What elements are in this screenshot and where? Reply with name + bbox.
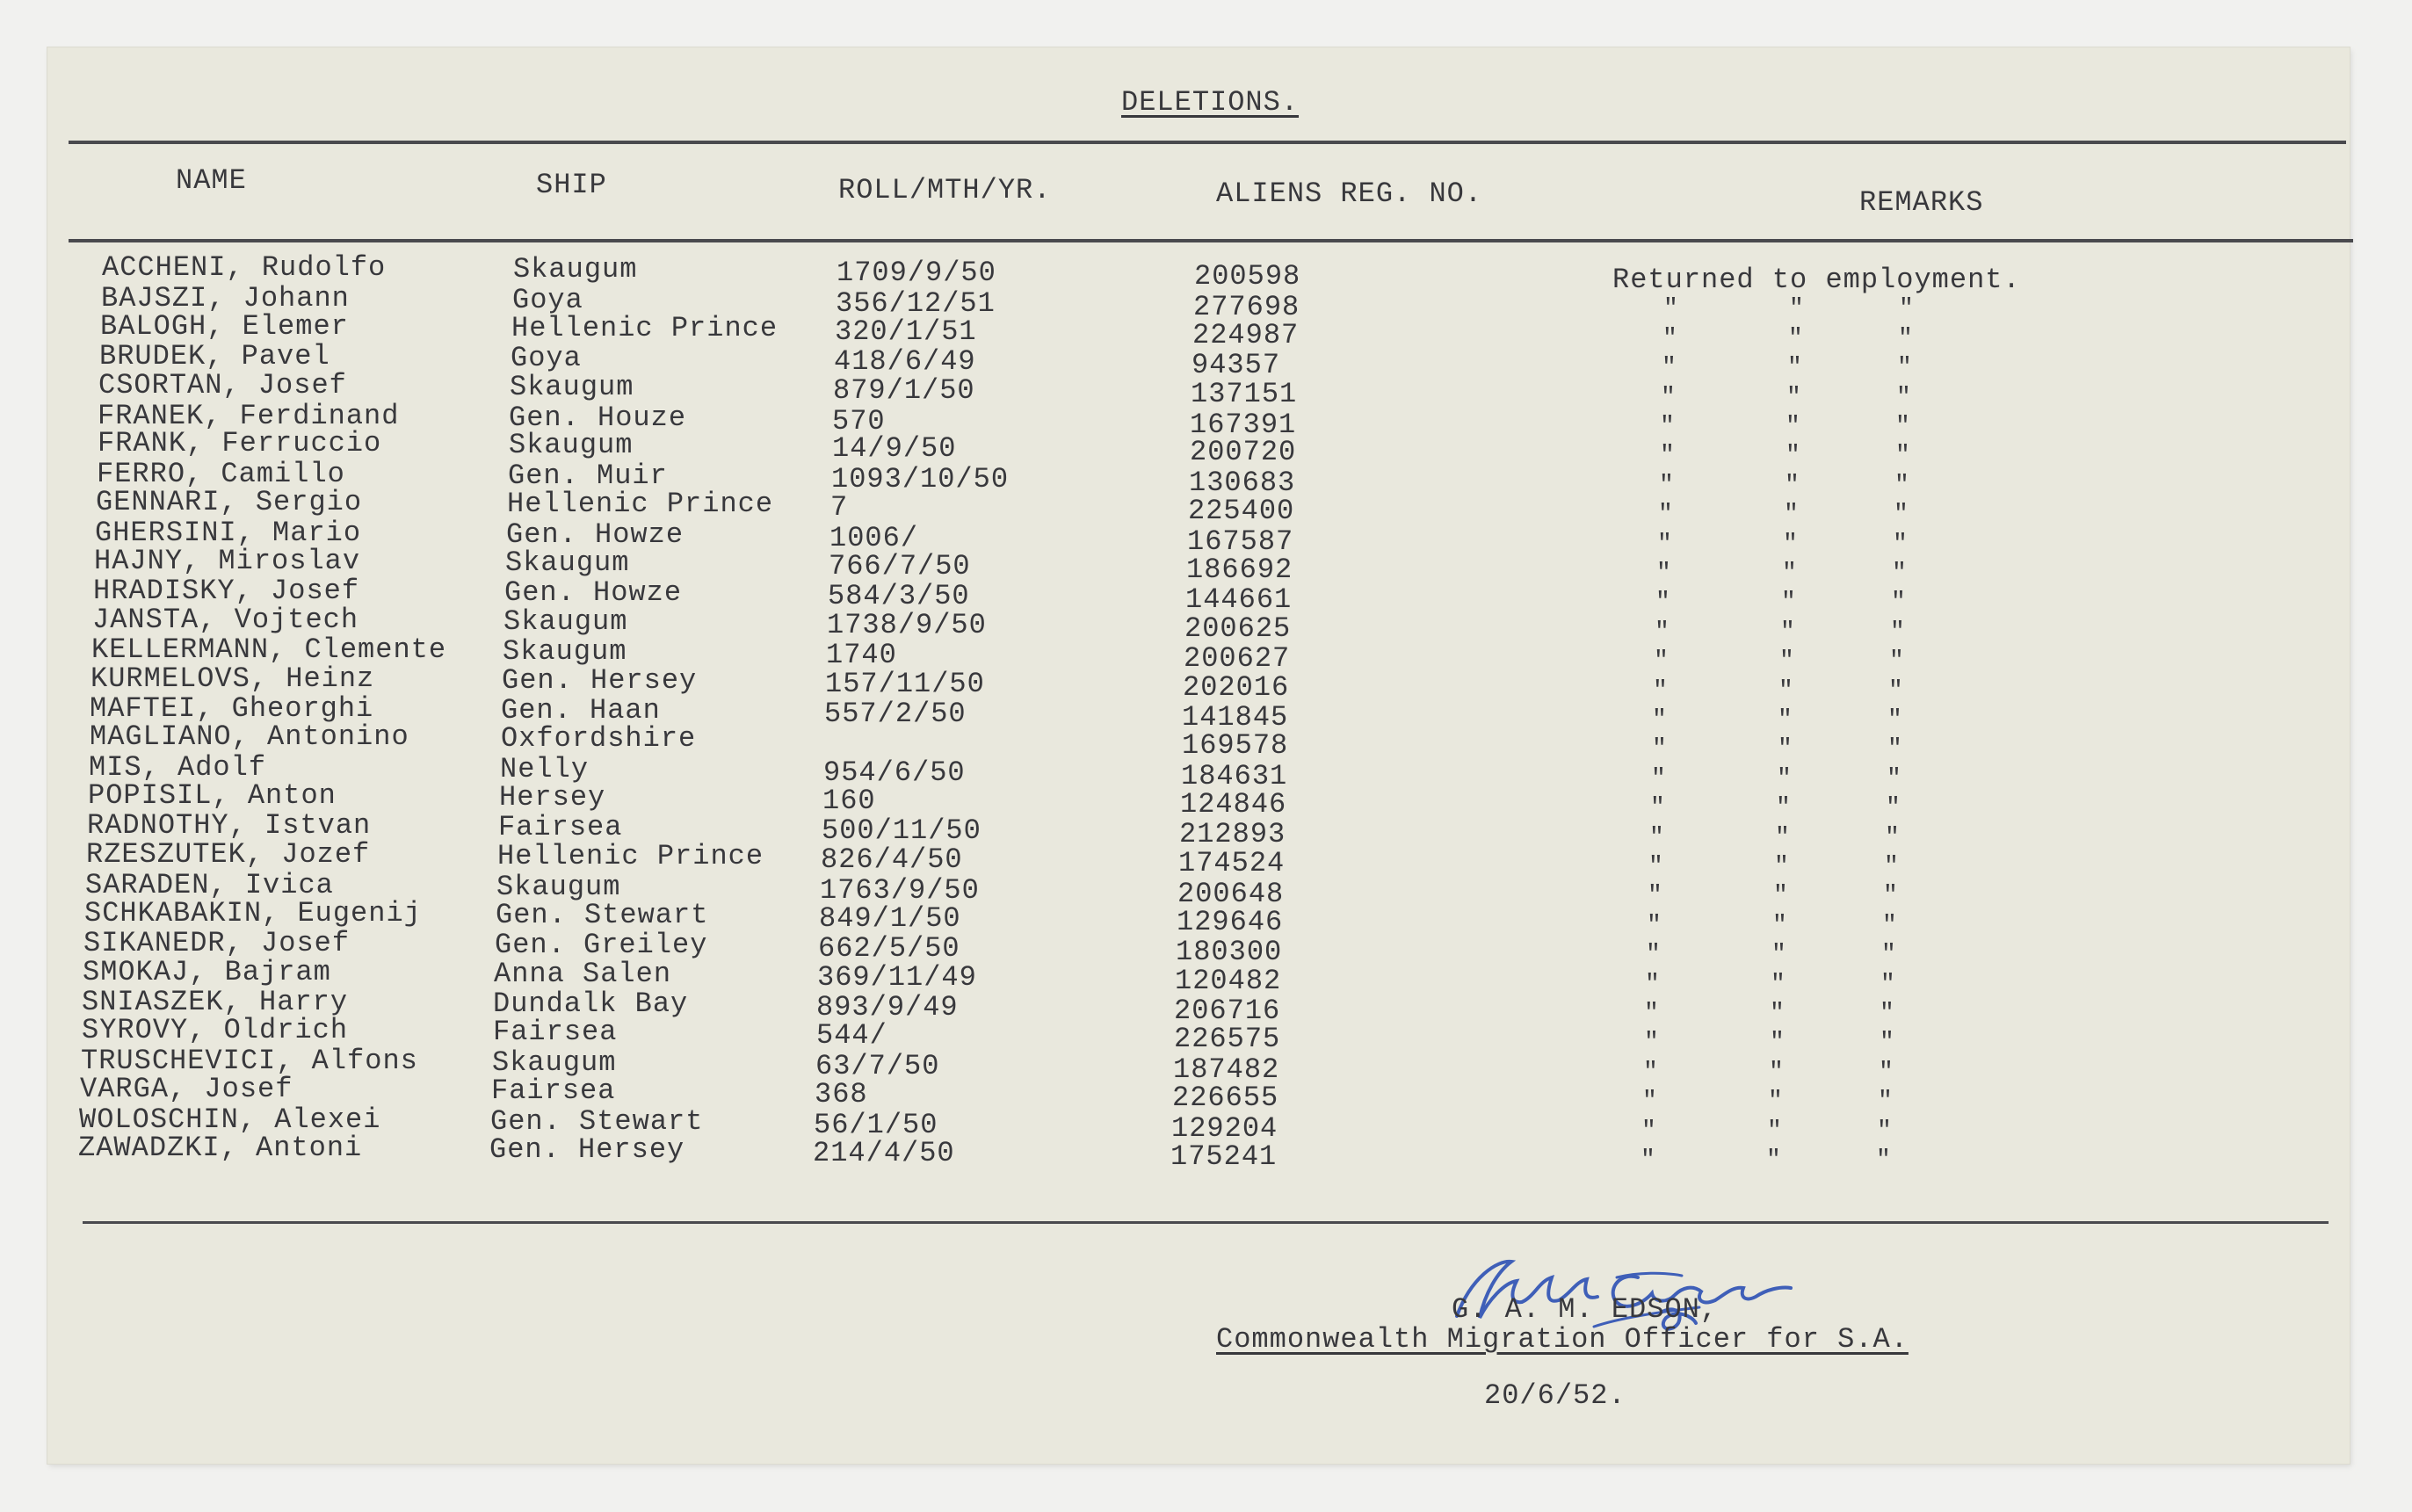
row-aliens-reg: 137151 (1191, 377, 1298, 410)
ditto-mark: " (1771, 941, 1787, 969)
ditto-mark: " (1655, 618, 1670, 646)
ditto-mark: " (1660, 413, 1676, 440)
row-name: SMOKAJ, Bajram (83, 955, 331, 988)
row-ship: Nelly (500, 752, 590, 785)
ditto-mark: " (1776, 794, 1792, 822)
ditto-mark: " (1899, 295, 1915, 323)
table-row (47, 282, 2332, 324)
row-roll: 214/4/50 (813, 1137, 955, 1169)
row-ship: Hellenic Prince (511, 311, 779, 344)
ditto-mark: " (1891, 589, 1907, 617)
document-sheet (47, 47, 2350, 1464)
ditto-mark: " (1880, 1000, 1895, 1027)
row-name: JANSTA, Vojtech (92, 603, 359, 636)
row-name: SCHKABAKIN, Eugenij (84, 896, 422, 930)
row-roll: 893/9/49 (816, 991, 959, 1024)
ditto-mark: " (1781, 589, 1797, 617)
ditto-mark: " (1652, 706, 1668, 734)
ditto-mark: " (1775, 823, 1791, 851)
row-roll: 662/5/50 (818, 932, 960, 966)
row-roll: 160 (822, 785, 876, 818)
ditto-mark: " (1648, 882, 1663, 910)
row-name: GHERSINI, Mario (95, 517, 362, 550)
ditto-mark: " (1888, 676, 1904, 705)
row-name: WOLOSCHIN, Alexei (79, 1103, 381, 1136)
row-roll: 849/1/50 (819, 901, 961, 935)
table-row (47, 368, 2332, 411)
row-name: BALOGH, Elemer (100, 309, 349, 343)
table-row (47, 603, 2332, 646)
table-row (47, 575, 2332, 617)
document-date: 20/6/52. (1484, 1379, 1626, 1412)
row-roll: 570 (832, 404, 886, 438)
ditto-mark: " (1895, 442, 1911, 470)
row-aliens-reg: 226655 (1172, 1082, 1279, 1115)
row-aliens-reg: 130683 (1189, 466, 1296, 499)
ditto-mark: " (1660, 442, 1676, 470)
row-roll: 1740 (826, 639, 897, 672)
ditto-mark: " (1788, 324, 1804, 352)
ditto-mark: " (1766, 1147, 1782, 1174)
table-row (47, 457, 2332, 499)
ditto-mark: " (1883, 882, 1899, 910)
row-roll: 1093/10/50 (831, 462, 1010, 496)
ditto-mark: " (1898, 324, 1914, 352)
row-aliens-reg: 187482 (1173, 1053, 1280, 1086)
row-ship: Gen. Muir (508, 459, 668, 492)
row-aliens-reg: 225400 (1188, 495, 1295, 528)
row-ship: Gen. Hersey (489, 1133, 685, 1166)
ditto-mark: " (1772, 911, 1788, 939)
row-aliens-reg: 124846 (1180, 788, 1287, 821)
ditto-mark: " (1644, 1029, 1660, 1057)
table-row (47, 868, 2332, 910)
ditto-mark: " (1768, 1088, 1784, 1116)
ditto-mark: " (1894, 471, 1910, 499)
row-roll: 500/11/50 (822, 814, 981, 848)
row-name: POPISIL, Anton (88, 779, 337, 813)
table-row (47, 486, 2332, 529)
ditto-mark: " (1641, 1147, 1656, 1174)
ditto-mark: " (1785, 413, 1801, 440)
ditto-mark: " (1770, 1000, 1785, 1027)
ditto-mark: " (1782, 560, 1798, 587)
ditto-mark: " (1659, 471, 1675, 499)
row-roll: 7 (830, 491, 849, 524)
row-aliens-reg: 169578 (1182, 729, 1289, 763)
ditto-mark: " (1653, 676, 1669, 705)
ditto-mark: " (1651, 764, 1667, 792)
row-name: SNIASZEK, Harry (82, 986, 349, 1019)
ditto-mark: " (1655, 589, 1671, 617)
ditto-mark: " (1779, 647, 1795, 676)
row-aliens-reg: 175241 (1170, 1140, 1278, 1173)
column-header-aliens-reg: ALIENS REG. NO. (1216, 177, 1483, 210)
row-roll: 1006/ (829, 522, 919, 555)
ditto-mark: " (1778, 676, 1794, 705)
row-roll: 1763/9/50 (820, 873, 980, 907)
table-row (47, 838, 2332, 880)
ditto-mark: " (1887, 706, 1903, 734)
ditto-mark: " (1887, 764, 1902, 792)
ditto-mark: " (1784, 501, 1800, 529)
row-name: RZESZUTEK, Jozef (86, 838, 371, 871)
ditto-mark: " (1887, 735, 1903, 763)
table-row (47, 750, 2332, 792)
ditto-mark: " (1886, 794, 1901, 822)
table-row (47, 399, 2332, 441)
ditto-mark: " (1773, 882, 1789, 910)
row-aliens-reg: 167391 (1190, 408, 1297, 441)
row-name: SARADEN, Ivica (85, 868, 334, 901)
column-header-ship: SHIP (536, 169, 607, 201)
ditto-mark: " (1897, 354, 1913, 382)
row-aliens-reg: 200720 (1190, 436, 1297, 469)
table-row (47, 779, 2332, 822)
row-aliens-reg: 224987 (1192, 318, 1300, 351)
row-name: HAJNY, Miroslav (94, 545, 361, 577)
ditto-mark: " (1877, 1117, 1893, 1145)
ditto-mark: " (1662, 354, 1677, 382)
row-ship: Gen. Hersey (502, 663, 698, 697)
ditto-mark: " (1786, 383, 1802, 411)
ditto-mark: " (1889, 647, 1905, 676)
row-aliens-reg: 206716 (1174, 995, 1281, 1028)
row-ship: Gen. Haan (501, 693, 661, 727)
row-aliens-reg: 120482 (1175, 964, 1282, 997)
row-aliens-reg: 200625 (1184, 611, 1292, 645)
table-row (47, 340, 2332, 382)
row-ship: Fairsea (498, 811, 623, 844)
header-top-rule (69, 141, 2346, 144)
row-aliens-reg: 200648 (1177, 877, 1285, 910)
row-ship: Skaugum (509, 429, 634, 462)
row-roll: 56/1/50 (814, 1108, 938, 1141)
ditto-mark: " (1894, 501, 1909, 529)
ditto-mark: " (1882, 911, 1898, 939)
row-ship: Oxfordshire (501, 722, 697, 756)
ditto-mark: " (1778, 706, 1793, 734)
row-roll: 356/12/51 (836, 287, 996, 321)
row-roll: 418/6/49 (834, 345, 976, 379)
row-ship: Hellenic Prince (507, 488, 774, 521)
row-ship: Goya (512, 284, 583, 317)
table-row (47, 986, 2332, 1028)
row-roll: 954/6/50 (823, 756, 966, 789)
row-roll: 14/9/50 (832, 432, 957, 466)
row-name: FERRO, Camillo (97, 457, 345, 490)
table-row (47, 896, 2332, 939)
row-remarks: Returned to employment. (1612, 264, 2021, 296)
ditto-mark: " (1884, 853, 1900, 880)
row-ship: Gen. Houze (509, 401, 687, 434)
row-aliens-reg: 186692 (1186, 553, 1293, 586)
row-name: HRADISKY, Josef (93, 575, 360, 608)
table-row (47, 1044, 2332, 1086)
ditto-mark: " (1885, 823, 1901, 851)
row-ship: Anna Salen (494, 957, 672, 990)
table-row (47, 927, 2332, 969)
row-roll: 157/11/50 (825, 667, 985, 700)
row-name: MIS, Adolf (89, 750, 267, 784)
row-roll: 766/7/50 (829, 550, 971, 582)
row-roll: 1709/9/50 (837, 257, 996, 289)
signer-title: Commonwealth Migration Officer for S.A. (1216, 1323, 1909, 1356)
row-name: KURMELOVS, Heinz (91, 662, 375, 695)
row-aliens-reg: 141845 (1182, 700, 1289, 734)
ditto-mark: " (1880, 1029, 1895, 1057)
table-row (47, 809, 2332, 851)
row-aliens-reg: 200627 (1184, 642, 1291, 676)
header-bottom-rule (69, 239, 2353, 242)
row-name: CSORTAN, Josef (98, 368, 347, 402)
row-aliens-reg: 202016 (1183, 670, 1290, 704)
row-aliens-reg: 226575 (1174, 1023, 1281, 1056)
row-name: FRANK, Ferruccio (98, 427, 382, 460)
row-aliens-reg: 184631 (1181, 759, 1288, 792)
ditto-mark: " (1645, 970, 1661, 998)
ditto-mark: " (1646, 941, 1662, 969)
row-name: BAJSZI, Johann (101, 282, 350, 315)
table-row (47, 1103, 2332, 1145)
ditto-mark: " (1644, 1000, 1660, 1027)
row-name: MAGLIANO, Antonino (90, 720, 409, 754)
row-ship: Gen. Greiley (495, 929, 708, 962)
ditto-mark: " (1652, 735, 1668, 763)
row-ship: Skaugum (503, 635, 627, 669)
column-header-remarks: REMARKS (1859, 186, 1984, 219)
table-row (47, 720, 2332, 763)
ditto-mark: " (1771, 970, 1786, 998)
table-bottom-rule (83, 1221, 2329, 1224)
ditto-mark: " (1879, 1058, 1894, 1086)
row-ship: Dundalk Bay (493, 988, 689, 1021)
table-row (47, 545, 2332, 587)
row-ship: Skaugum (510, 370, 634, 403)
row-ship: Hersey (499, 781, 606, 814)
row-aliens-reg: 167587 (1187, 525, 1294, 559)
row-ship: Skaugum (503, 604, 628, 638)
ditto-mark: " (1654, 647, 1670, 676)
row-ship: Gen. Stewart (490, 1104, 704, 1138)
row-ship: Gen. Howze (506, 518, 684, 552)
row-name: SIKANEDR, Josef (83, 927, 351, 960)
row-roll: 544/ (816, 1019, 887, 1053)
ditto-mark: " (1770, 1029, 1785, 1057)
row-name: GENNARI, Sergio (96, 486, 363, 519)
row-aliens-reg: 180300 (1176, 936, 1283, 969)
ditto-mark: " (1896, 383, 1912, 411)
ditto-mark: " (1778, 735, 1793, 763)
table-row (47, 427, 2332, 470)
document-title: DELETIONS. (1121, 86, 1300, 119)
ditto-mark: " (1648, 853, 1664, 880)
row-name: VARGA, Josef (80, 1073, 293, 1106)
row-ship: Hellenic Prince (497, 840, 764, 872)
row-aliens-reg: 144661 (1185, 583, 1293, 617)
table-row (47, 1014, 2332, 1057)
row-roll: 320/1/51 (835, 315, 977, 348)
ditto-mark: " (1785, 442, 1801, 470)
row-aliens-reg: 174524 (1178, 847, 1286, 879)
table-row (47, 517, 2332, 559)
table-row (47, 691, 2332, 734)
ditto-mark: " (1647, 911, 1662, 939)
table-row (47, 955, 2332, 998)
ditto-mark: " (1774, 853, 1790, 880)
ditto-mark: " (1658, 501, 1674, 529)
table-row (47, 662, 2332, 705)
ditto-mark: " (1641, 1117, 1657, 1145)
row-roll: 584/3/50 (828, 580, 970, 613)
row-aliens-reg: 129204 (1171, 1111, 1278, 1145)
ditto-mark: " (1662, 324, 1678, 352)
row-ship: Skaugum (513, 253, 638, 286)
row-ship: Skaugum (505, 546, 630, 579)
ditto-mark: " (1785, 471, 1800, 499)
row-roll: 879/1/50 (833, 373, 975, 407)
ditto-mark: " (1780, 618, 1796, 646)
row-name: FRANEK, Ferdinand (98, 399, 400, 432)
row-ship: Skaugum (492, 1045, 617, 1079)
column-header-roll: ROLL/MTH/YR. (838, 174, 1052, 206)
column-header-name: NAME (176, 164, 247, 197)
row-aliens-reg: 200598 (1194, 260, 1301, 293)
row-roll: 63/7/50 (815, 1049, 940, 1082)
row-roll: 368 (815, 1078, 868, 1111)
table-row (47, 1073, 2332, 1116)
row-name: MAFTEI, Gheorghi (90, 691, 374, 725)
row-aliens-reg: 94357 (1192, 349, 1281, 382)
signer-typed-name: G. A. M. EDSON, (1452, 1293, 1719, 1326)
ditto-mark: " (1878, 1088, 1894, 1116)
row-roll: 1738/9/50 (827, 608, 987, 641)
ditto-mark: " (1661, 383, 1677, 411)
table-row (47, 309, 2332, 352)
ditto-mark: " (1656, 560, 1672, 587)
row-aliens-reg: 129646 (1177, 905, 1284, 938)
row-ship: Gen. Stewart (496, 898, 709, 931)
row-roll: 369/11/49 (817, 960, 977, 994)
row-aliens-reg: 212893 (1179, 818, 1286, 851)
ditto-mark: " (1663, 295, 1679, 323)
row-name: KELLERMANN, Clemente (91, 633, 447, 667)
ditto-mark: " (1650, 794, 1666, 822)
ditto-mark: " (1649, 823, 1665, 851)
row-name: SYROVY, Oldrich (82, 1014, 349, 1047)
ditto-mark: " (1777, 764, 1793, 792)
table-row (47, 633, 2332, 676)
ditto-mark: " (1892, 560, 1908, 587)
ditto-mark: " (1881, 941, 1897, 969)
ditto-mark: " (1895, 413, 1911, 440)
table-row (47, 251, 2332, 296)
ditto-mark: " (1893, 530, 1909, 558)
ditto-mark: " (1767, 1117, 1783, 1145)
ditto-mark: " (1643, 1058, 1659, 1086)
row-name: TRUSCHEVICI, Alfons (81, 1044, 418, 1077)
row-name: ZAWADZKI, Antoni (78, 1132, 363, 1164)
ditto-mark: " (1783, 530, 1799, 558)
row-ship: Goya (511, 342, 582, 375)
row-name: BRUDEK, Pavel (99, 340, 330, 373)
ditto-mark: " (1769, 1058, 1785, 1086)
row-ship: Gen. Howze (504, 576, 683, 610)
ditto-mark: " (1787, 354, 1803, 382)
row-name: RADNOTHY, Istvan (87, 809, 372, 843)
ditto-mark: " (1789, 295, 1805, 323)
row-roll: 826/4/50 (821, 843, 963, 876)
ditto-mark: " (1880, 970, 1896, 998)
ditto-mark: " (1876, 1147, 1892, 1174)
row-ship: Fairsea (491, 1074, 616, 1108)
table-row (47, 1132, 2332, 1174)
ditto-mark: " (1657, 530, 1673, 558)
ditto-mark: " (1642, 1088, 1658, 1116)
row-aliens-reg: 277698 (1193, 291, 1300, 324)
row-ship: Fairsea (493, 1016, 618, 1049)
row-roll: 557/2/50 (824, 697, 967, 730)
row-ship: Skaugum (496, 870, 621, 903)
row-name: ACCHENI, Rudolfo (102, 251, 387, 284)
ditto-mark: " (1890, 618, 1906, 646)
